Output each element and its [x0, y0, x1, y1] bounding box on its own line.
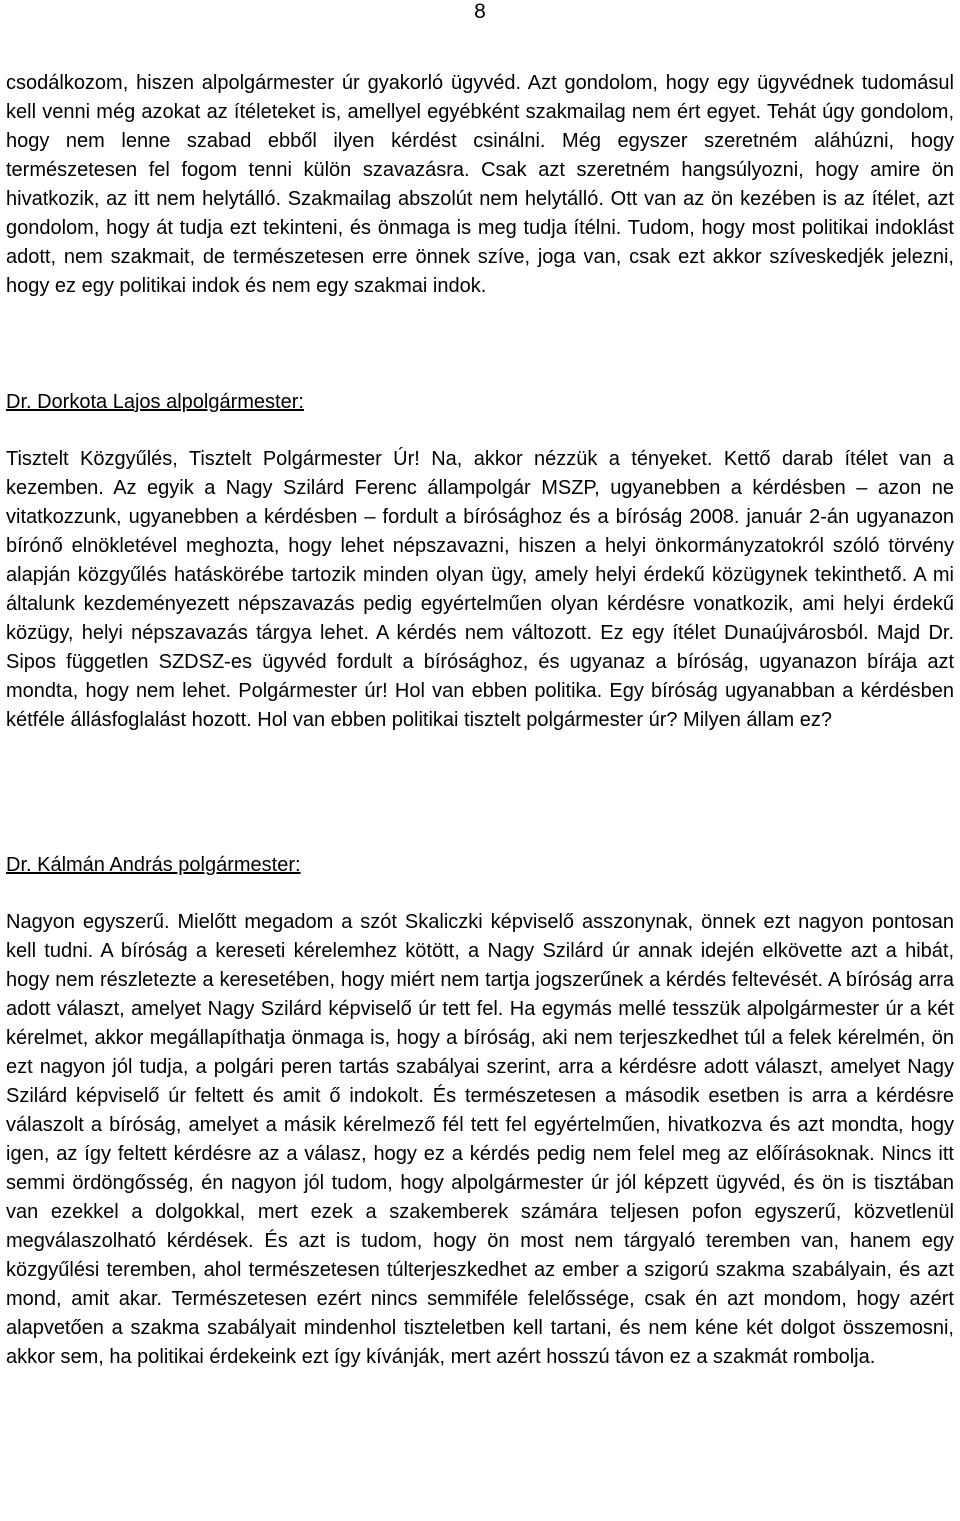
speaker-heading-mayor: Dr. Kálmán András polgármester: — [6, 854, 301, 876]
paragraph-mayor-reply: csodálkozom, hiszen alpolgármester úr gyakorló ügyvéd. Azt gondolom, hogy egy ügyvédnek tudomásul kell venni még azokat az ítéleteket is, amellyel egyébként szakmailag nem ért egyet. Tehát úgy gondolom, hogy nem lenne szabad ebből ilyen kérdést csinálni. Még egyszer szeretném aláhúzni, hogy természetesen fel fogom tenni külön szavazásra. Csak azt szeretném hangsúlyozni, hogy amire ön hivatkozik, az itt nem helytálló. Szakmailag abszolút nem helytálló. Ott van az ön kezében is az ítélet, azt gondolom, hogy át tudja ezt tekinteni, és önmaga is meg tudja ítélni. Tudom, hogy most politikai indoklást adott, nem szakmait, de természetesen erre önnek szíve, joga van, csak ezt akkor szíveskedjék jelezni, hogy ez egy politikai indok és nem egy szakmai indok. — [6, 72, 954, 297]
paragraph-deputy-mayor-speech: Tisztelt Közgyűlés, Tisztelt Polgármester Úr! Na, akkor nézzük a tényeket. Kettő darab ítélet van a kezemben. Az egyik a Nagy Szilárd Ferenc állampolgár MSZP, ugyanebben a kérdésben – azon ne vitatkozzunk, ugyanebben a kérdésben – fordult a bírósághoz és a bíróság 2008. január 2-án ugyanazon bírónő elnökletével meghozta, hogy lehet népszavazni, hiszen a helyi önkormányzatokról szóló törvény alapján közgyűlés hatáskörébe tartozik minden olyan ügy, amely helyi érdekű közügynek tekinthető. A mi általunk kezdeményezett népszavazás pedig egyértelműen olyan kérdésre vonatkozik, ami helyi érdekű közügy, helyi népszavazás tárgya lehet. A kérdés nem változott. Ez egy ítélet Dunaújvárosból. Majd Dr. Sipos független SZDSZ-es ügyvéd fordult a bírósághoz, és ugyanaz a bíróság, ugyanazon bírája azt mondta, hogy nem lehet. Polgármester úr! Hol van ebben politika. Egy bíróság ugyanabban a kérdésben kétféle állásfoglalást hozott. Hol van ebben politikai tisztelt polgármester úr? Milyen állam ez? — [6, 448, 954, 731]
paragraph-mayor-speech: Nagyon egyszerű. Mielőtt megadom a szót Skaliczki képviselő asszonynak, önnek ezt nagyon pontosan kell tudni. A bíróság a kereseti kérelemhez kötött, a Nagy Szilárd úr annak idején elkövette azt a hibát, hogy nem részletezte a keresetében, hogy miért nem tartja jogszerűnek a kérdés feltevését. A bíróság arra adott választ, amelyet Nagy Szilárd képviselő úr tett fel. Ha egymás mellé tesszük alpolgármester úr a két kérelmet, akkor megállapíthatja önmaga is, hogy a bíróság, aki nem terjeszkedhet túl a felek kérelmén, ön ezt nagyon jól tudja, a polgári peren tartás szabályai szerint, arra a kérdésre adott választ, amelyet Nagy Szilárd képviselő úr feltett és amit ő indokolt. És természetesen a második esetben is arra a kérdésre válaszolt a bíróság, amelyet a másik kérelmező fél tett fel egyértelműen, hivatkozva és azt mondta, hogy igen, az így feltett kérdésre az a válasz, hogy ez a kérdés pedig nem felel meg az előírásoknak. Nincs itt semmi ördöngősség, én nagyon jól tudom, hogy alpolgármester úr jól képzett ügyvéd, és ön is tisztában van ezekkel a dolgokkal, mert ezek a szakemberek számára teljesen pofon egyszerű, közvetlenül megválaszolható kérdések. És azt is tudom, hogy ön most nem tárgyaló teremben van, hanem egy közgyűlési teremben, ahol természetesen túlterjeszkedhet az ember a szigorú szakma szabályain, és azt mond, amit akar. Természetesen ezért nincs semmiféle felelőssége, csak én azt mondom, hogy azért alapvetően a szakma szabályait mindenhol tiszteletben kell tartani, és nem kéne két dolgot összemosni, akkor sem, ha politikai érdekeink ezt így kívánják, mert azért hosszú távon ez a szakmát rombolja. — [6, 911, 954, 1368]
speaker-heading-deputy-mayor: Dr. Dorkota Lajos alpolgármester: — [6, 391, 304, 413]
page-number: 8 — [474, 0, 486, 23]
